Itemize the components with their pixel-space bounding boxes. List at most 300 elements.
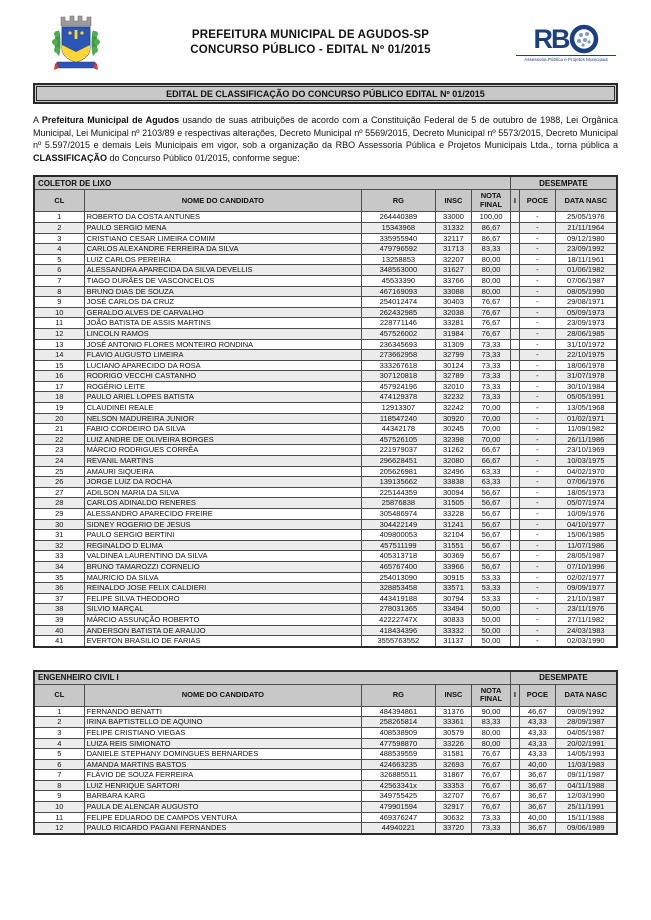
cell-poce: - bbox=[520, 498, 556, 509]
cell-rg: 307120818 bbox=[362, 371, 435, 382]
table-row bbox=[34, 498, 617, 509]
cell-insc: 33281 bbox=[435, 318, 472, 329]
cell-data-nasc: 13/05/1968 bbox=[555, 403, 617, 414]
cell-cl: 21 bbox=[34, 424, 84, 435]
cell-i bbox=[510, 727, 519, 738]
cell-cl: 35 bbox=[34, 572, 84, 583]
cell-nota-final: 66,67 bbox=[472, 456, 510, 467]
cell-insc: 30915 bbox=[435, 572, 472, 583]
cell-cl: 13 bbox=[34, 339, 84, 350]
table-row bbox=[34, 286, 617, 297]
cell-poce: - bbox=[520, 381, 556, 392]
cell-insc: 31713 bbox=[435, 244, 472, 255]
cell-nome: ANDERSON BATISTA DE ARAUJO bbox=[84, 625, 362, 636]
cell-i bbox=[510, 265, 519, 276]
column-header-rg: RG bbox=[362, 684, 435, 706]
cell-insc: 33966 bbox=[435, 561, 472, 572]
rbo-tagline: Assessoria Pública e Projetos Municipais bbox=[516, 55, 616, 62]
cell-insc: 30094 bbox=[435, 487, 472, 498]
table-column-header bbox=[34, 190, 617, 212]
cell-data-nasc: 31/10/1972 bbox=[555, 339, 617, 350]
cell-cl: 3 bbox=[34, 727, 84, 738]
table-row bbox=[34, 297, 617, 308]
cell-nome: BARBARA KARG bbox=[84, 791, 362, 802]
cell-nome: LINCOLN RAMOS bbox=[84, 328, 362, 339]
cell-cl: 11 bbox=[34, 318, 84, 329]
cell-nome: LUIZ ANDRE DE OLIVEIRA BORGES bbox=[84, 434, 362, 445]
cell-i bbox=[510, 706, 519, 717]
table-row bbox=[34, 434, 617, 445]
cell-insc: 30833 bbox=[435, 614, 472, 625]
cell-cl: 6 bbox=[34, 759, 84, 770]
cell-cl: 1 bbox=[34, 706, 84, 717]
cell-poce: - bbox=[520, 572, 556, 583]
table-row bbox=[34, 759, 617, 770]
cell-nota-final: 90,00 bbox=[472, 706, 510, 717]
cell-data-nasc: 23/09/1973 bbox=[555, 318, 617, 329]
cell-rg: 333267618 bbox=[362, 360, 435, 371]
cell-data-nasc: 20/02/1991 bbox=[555, 738, 617, 749]
cell-i bbox=[510, 583, 519, 594]
cell-insc: 33226 bbox=[435, 738, 472, 749]
cell-i bbox=[510, 636, 519, 647]
cell-data-nasc: 11/07/1986 bbox=[555, 540, 617, 551]
cell-insc: 30369 bbox=[435, 551, 472, 562]
cell-poce: - bbox=[520, 212, 556, 223]
job-title: COLETOR DE LIXO bbox=[34, 176, 510, 190]
cell-poce: 36,67 bbox=[520, 802, 556, 813]
cell-data-nasc: 15/11/1988 bbox=[555, 812, 617, 823]
cell-poce: - bbox=[520, 424, 556, 435]
cell-data-nasc: 02/02/1977 bbox=[555, 572, 617, 583]
table-row bbox=[34, 636, 617, 647]
cell-nome: FERNANDO BENATTI bbox=[84, 706, 362, 717]
cell-nota-final: 70,00 bbox=[472, 424, 510, 435]
cell-nome: CARLOS ADINALDO RENERES bbox=[84, 498, 362, 509]
cell-nota-final: 53,33 bbox=[472, 593, 510, 604]
cell-nota-final: 56,67 bbox=[472, 530, 510, 541]
cell-rg: 424663235 bbox=[362, 759, 435, 770]
cell-poce: - bbox=[520, 371, 556, 382]
table-row bbox=[34, 307, 617, 318]
cell-rg: 13258853 bbox=[362, 254, 435, 265]
cell-insc: 33353 bbox=[435, 780, 472, 791]
cell-cl: 3 bbox=[34, 233, 84, 244]
column-header-poce: POCE bbox=[520, 190, 556, 212]
cell-poce: 36,67 bbox=[520, 791, 556, 802]
cell-poce: 36,67 bbox=[520, 780, 556, 791]
cell-poce: - bbox=[520, 265, 556, 276]
cell-data-nasc: 24/03/1983 bbox=[555, 625, 617, 636]
cell-nome: JOÃO BATISTA DE ASSIS MARTINS bbox=[84, 318, 362, 329]
table-row bbox=[34, 244, 617, 255]
table-row bbox=[34, 403, 617, 414]
cell-i bbox=[510, 498, 519, 509]
tiebreak-header: DESEMPATE bbox=[510, 176, 617, 190]
cell-i bbox=[510, 780, 519, 791]
cell-data-nasc: 18/05/1973 bbox=[555, 487, 617, 498]
cell-data-nasc: 05/05/1991 bbox=[555, 392, 617, 403]
column-header-i: I bbox=[510, 684, 519, 706]
cell-i bbox=[510, 244, 519, 255]
cell-insc: 33000 bbox=[435, 212, 472, 223]
cell-data-nasc: 22/10/1975 bbox=[555, 350, 617, 361]
cell-nota-final: 76,67 bbox=[472, 780, 510, 791]
cell-insc: 31505 bbox=[435, 498, 472, 509]
cell-poce: - bbox=[520, 328, 556, 339]
cell-cl: 22 bbox=[34, 434, 84, 445]
cell-poce: - bbox=[520, 403, 556, 414]
cell-insc: 32693 bbox=[435, 759, 472, 770]
cell-nome: LUIZ HENRIQUE SARTORI bbox=[84, 780, 362, 791]
cell-nome: JORGE LUIZ DA ROCHA bbox=[84, 477, 362, 488]
cell-cl: 31 bbox=[34, 530, 84, 541]
cell-cl: 2 bbox=[34, 222, 84, 233]
table-row bbox=[34, 424, 617, 435]
cell-i bbox=[510, 371, 519, 382]
cell-insc: 31137 bbox=[435, 636, 472, 647]
cell-poce: - bbox=[520, 297, 556, 308]
table-row bbox=[34, 551, 617, 562]
table-row bbox=[34, 477, 617, 488]
cell-nota-final: 66,67 bbox=[472, 445, 510, 456]
cell-nota-final: 80,00 bbox=[472, 727, 510, 738]
table-row bbox=[34, 604, 617, 615]
cell-cl: 4 bbox=[34, 244, 84, 255]
cell-i bbox=[510, 466, 519, 477]
cell-cl: 30 bbox=[34, 519, 84, 530]
cell-cl: 18 bbox=[34, 392, 84, 403]
cell-nota-final: 50,00 bbox=[472, 604, 510, 615]
column-header-nota-final: NOTA FINAL bbox=[472, 684, 510, 706]
cell-nome: PAULO ARIEL LOPES BATISTA bbox=[84, 392, 362, 403]
cell-insc: 31376 bbox=[435, 706, 472, 717]
cell-data-nasc: 14/05/1993 bbox=[555, 749, 617, 760]
cell-i bbox=[510, 328, 519, 339]
cell-nome: ALESSANDRA APARECIDA DA SILVA DEVELLIS bbox=[84, 265, 362, 276]
cell-nome: REINALDO JOSE FELIX CALDIERI bbox=[84, 583, 362, 594]
cell-poce: - bbox=[520, 636, 556, 647]
cell-nota-final: 56,67 bbox=[472, 561, 510, 572]
cell-poce: - bbox=[520, 339, 556, 350]
cell-poce: - bbox=[520, 413, 556, 424]
cell-nome: CLAUDINEI REALE bbox=[84, 403, 362, 414]
cell-cl: 20 bbox=[34, 413, 84, 424]
cell-data-nasc: 28/09/1987 bbox=[555, 717, 617, 728]
cell-rg: 457511199 bbox=[362, 540, 435, 551]
cell-insc: 30632 bbox=[435, 812, 472, 823]
cell-rg: 264440389 bbox=[362, 212, 435, 223]
cell-insc: 31332 bbox=[435, 222, 472, 233]
cell-insc: 32242 bbox=[435, 403, 472, 414]
cell-data-nasc: 28/06/1985 bbox=[555, 328, 617, 339]
cell-cl: 27 bbox=[34, 487, 84, 498]
cell-nota-final: 50,00 bbox=[472, 614, 510, 625]
cell-rg: 335955940 bbox=[362, 233, 435, 244]
cell-i bbox=[510, 254, 519, 265]
cell-poce: - bbox=[520, 233, 556, 244]
cell-insc: 31309 bbox=[435, 339, 472, 350]
cell-poce: - bbox=[520, 583, 556, 594]
table-row bbox=[34, 371, 617, 382]
cell-cl: 19 bbox=[34, 403, 84, 414]
cell-data-nasc: 23/09/1992 bbox=[555, 244, 617, 255]
cell-rg: 479796592 bbox=[362, 244, 435, 255]
cell-poce: - bbox=[520, 244, 556, 255]
cell-poce: 36,67 bbox=[520, 823, 556, 834]
table-row bbox=[34, 212, 617, 223]
cell-insc: 33766 bbox=[435, 275, 472, 286]
cell-poce: 40,00 bbox=[520, 759, 556, 770]
cell-poce: - bbox=[520, 360, 556, 371]
cell-i bbox=[510, 572, 519, 583]
cell-nota-final: 83,33 bbox=[472, 244, 510, 255]
cell-nome: REVANIL MARTINS bbox=[84, 456, 362, 467]
cell-cl: 9 bbox=[34, 791, 84, 802]
cell-poce: 43,33 bbox=[520, 749, 556, 760]
cell-cl: 38 bbox=[34, 604, 84, 615]
cell-i bbox=[510, 360, 519, 371]
cell-nota-final: 53,33 bbox=[472, 583, 510, 594]
cell-data-nasc: 27/11/1982 bbox=[555, 614, 617, 625]
cell-data-nasc: 21/10/1987 bbox=[555, 593, 617, 604]
cell-cl: 23 bbox=[34, 445, 84, 456]
cell-data-nasc: 09/06/1989 bbox=[555, 823, 617, 834]
cell-i bbox=[510, 222, 519, 233]
cell-cl: 1 bbox=[34, 212, 84, 223]
cell-nome: VALDINEA LAURENTINO DA SILVA bbox=[84, 551, 362, 562]
cell-i bbox=[510, 477, 519, 488]
cell-i bbox=[510, 509, 519, 520]
title-line-1: PREFEITURA MUNICIPAL DE AGUDOS-SP bbox=[191, 29, 430, 41]
tiebreak-header: DESEMPATE bbox=[510, 671, 617, 685]
cell-cl: 41 bbox=[34, 636, 84, 647]
cell-i bbox=[510, 318, 519, 329]
cell-cl: 2 bbox=[34, 717, 84, 728]
cell-nome: FLÁVIO DE SOUZA FERREIRA bbox=[84, 770, 362, 781]
cell-cl: 6 bbox=[34, 265, 84, 276]
table-column-header bbox=[34, 684, 617, 706]
cell-poce: - bbox=[520, 614, 556, 625]
cell-insc: 32232 bbox=[435, 392, 472, 403]
cell-rg: 408538909 bbox=[362, 727, 435, 738]
cell-nota-final: 73,33 bbox=[472, 823, 510, 834]
cell-rg: 443419188 bbox=[362, 593, 435, 604]
cell-nota-final: 56,67 bbox=[472, 540, 510, 551]
cell-i bbox=[510, 350, 519, 361]
cell-rg: 305486974 bbox=[362, 509, 435, 520]
cell-data-nasc: 26/11/1986 bbox=[555, 434, 617, 445]
cell-i bbox=[510, 791, 519, 802]
cell-data-nasc: 01/06/1982 bbox=[555, 265, 617, 276]
cell-cl: 37 bbox=[34, 593, 84, 604]
cell-insc: 33088 bbox=[435, 286, 472, 297]
cell-poce: - bbox=[520, 350, 556, 361]
cell-nome: FELIPE CRISTIANO VIEGAS bbox=[84, 727, 362, 738]
cell-rg: 457526105 bbox=[362, 434, 435, 445]
cell-nota-final: 80,00 bbox=[472, 275, 510, 286]
cell-poce: - bbox=[520, 286, 556, 297]
column-header-poce: POCE bbox=[520, 684, 556, 706]
cell-nome: RODRIGO VECCHI CASTANHO bbox=[84, 371, 362, 382]
cell-data-nasc: 31/07/1978 bbox=[555, 371, 617, 382]
table-row bbox=[34, 222, 617, 233]
results-table-coletor-de-lixo bbox=[33, 175, 618, 647]
cell-nota-final: 56,67 bbox=[472, 551, 510, 562]
cell-nota-final: 73,33 bbox=[472, 339, 510, 350]
cell-i bbox=[510, 456, 519, 467]
cell-cl: 8 bbox=[34, 780, 84, 791]
cell-insc: 32010 bbox=[435, 381, 472, 392]
cell-data-nasc: 18/11/1961 bbox=[555, 254, 617, 265]
cell-rg: 467169093 bbox=[362, 286, 435, 297]
cell-i bbox=[510, 551, 519, 562]
cell-nome: PAULO SERGIO BERTINI bbox=[84, 530, 362, 541]
cell-i bbox=[510, 717, 519, 728]
cell-insc: 32117 bbox=[435, 233, 472, 244]
table-row bbox=[34, 823, 617, 834]
cell-nome: SILVIO MARÇAL bbox=[84, 604, 362, 615]
cell-i bbox=[510, 604, 519, 615]
cell-data-nasc: 01/02/1971 bbox=[555, 413, 617, 424]
cell-nota-final: 56,67 bbox=[472, 519, 510, 530]
cell-data-nasc: 15/06/1985 bbox=[555, 530, 617, 541]
cell-cl: 4 bbox=[34, 738, 84, 749]
table-row bbox=[34, 413, 617, 424]
cell-cl: 33 bbox=[34, 551, 84, 562]
cell-data-nasc: 23/11/1976 bbox=[555, 604, 617, 615]
cell-nota-final: 86,67 bbox=[472, 233, 510, 244]
cell-poce: - bbox=[520, 530, 556, 541]
cell-poce: - bbox=[520, 434, 556, 445]
table-row bbox=[34, 614, 617, 625]
column-header-rg: RG bbox=[362, 190, 435, 212]
cell-cl: 16 bbox=[34, 371, 84, 382]
cell-rg: 221979037 bbox=[362, 445, 435, 456]
table-row bbox=[34, 540, 617, 551]
cell-nota-final: 50,00 bbox=[472, 636, 510, 647]
cell-nome: BRUNO TAMAROZZI CORNELIO bbox=[84, 561, 362, 572]
cell-poce: - bbox=[520, 392, 556, 403]
table-row bbox=[34, 275, 617, 286]
cell-cl: 17 bbox=[34, 381, 84, 392]
table-row bbox=[34, 593, 617, 604]
cell-rg: 465767400 bbox=[362, 561, 435, 572]
cell-rg: 236345693 bbox=[362, 339, 435, 350]
table-row bbox=[34, 254, 617, 265]
cell-insc: 32496 bbox=[435, 466, 472, 477]
cell-i bbox=[510, 424, 519, 435]
cell-nome: LUIZ CARLOS PEREIRA bbox=[84, 254, 362, 265]
cell-rg: 484394861 bbox=[362, 706, 435, 717]
cell-i bbox=[510, 625, 519, 636]
table-row bbox=[34, 381, 617, 392]
cell-rg: 304422149 bbox=[362, 519, 435, 530]
cell-insc: 32038 bbox=[435, 307, 472, 318]
cell-cl: 29 bbox=[34, 509, 84, 520]
cell-nome: SIDNEY ROGERIO DE JESUS bbox=[84, 519, 362, 530]
cell-nota-final: 83,33 bbox=[472, 717, 510, 728]
cell-insc: 33332 bbox=[435, 625, 472, 636]
cell-data-nasc: 05/09/1973 bbox=[555, 307, 617, 318]
table-row bbox=[34, 717, 617, 728]
document-title bbox=[105, 28, 516, 58]
cell-rg: 273662958 bbox=[362, 350, 435, 361]
table-row bbox=[34, 625, 617, 636]
cell-nota-final: 80,00 bbox=[472, 265, 510, 276]
cell-cl: 5 bbox=[34, 749, 84, 760]
cell-nome: LUIZA REIS SIMIONATO bbox=[84, 738, 362, 749]
cell-i bbox=[510, 802, 519, 813]
cell-nome: JOSÉ ANTONIO FLORES MONTEIRO RONDINA bbox=[84, 339, 362, 350]
table-row bbox=[34, 572, 617, 583]
cell-rg: 139135662 bbox=[362, 477, 435, 488]
cell-cl: 26 bbox=[34, 477, 84, 488]
cell-data-nasc: 25/05/1976 bbox=[555, 212, 617, 223]
cell-poce: - bbox=[520, 222, 556, 233]
cell-nota-final: 76,67 bbox=[472, 759, 510, 770]
cell-nota-final: 73,33 bbox=[472, 360, 510, 371]
cell-nota-final: 80,00 bbox=[472, 254, 510, 265]
cell-nota-final: 56,67 bbox=[472, 498, 510, 509]
intro-bold-prefeitura: Prefeitura Municipal de Agudos bbox=[41, 115, 180, 125]
cell-rg: 479901594 bbox=[362, 802, 435, 813]
table-row bbox=[34, 727, 617, 738]
cell-i bbox=[510, 530, 519, 541]
cell-i bbox=[510, 392, 519, 403]
cell-data-nasc: 18/06/1978 bbox=[555, 360, 617, 371]
cell-insc: 32789 bbox=[435, 371, 472, 382]
cell-insc: 32398 bbox=[435, 434, 472, 445]
cell-rg: 254012474 bbox=[362, 297, 435, 308]
cell-nome: MAURICIO DA SILVA bbox=[84, 572, 362, 583]
cell-i bbox=[510, 759, 519, 770]
column-header-nome: NOME DO CANDIDATO bbox=[84, 684, 362, 706]
cell-data-nasc: 21/11/1964 bbox=[555, 222, 617, 233]
cell-insc: 31581 bbox=[435, 749, 472, 760]
cell-nome: ALESSANDRO APARECIDO FREIRE bbox=[84, 509, 362, 520]
cell-i bbox=[510, 812, 519, 823]
cell-poce: 43,33 bbox=[520, 738, 556, 749]
cell-nome: EVERTON BRASILIO DE FARIAS bbox=[84, 636, 362, 647]
cell-data-nasc: 11/09/1982 bbox=[555, 424, 617, 435]
cell-nome: BRUNO DIAS DE SOUZA bbox=[84, 286, 362, 297]
cell-insc: 32207 bbox=[435, 254, 472, 265]
cell-i bbox=[510, 297, 519, 308]
cell-nota-final: 50,00 bbox=[472, 625, 510, 636]
cell-rg: 228771146 bbox=[362, 318, 435, 329]
cell-nome: MÁRCIO RODRIGUES CORRÊA bbox=[84, 445, 362, 456]
cell-rg: 44342178 bbox=[362, 424, 435, 435]
cell-nota-final: 100,00 bbox=[472, 212, 510, 223]
cell-cl: 5 bbox=[34, 254, 84, 265]
cell-cl: 32 bbox=[34, 540, 84, 551]
cell-poce: - bbox=[520, 275, 556, 286]
cell-nome: DANIELE STEPHANY DOMINGUES BERNARDES bbox=[84, 749, 362, 760]
column-header-insc: INSC bbox=[435, 190, 472, 212]
cell-rg: 326885511 bbox=[362, 770, 435, 781]
cell-rg: 418434396 bbox=[362, 625, 435, 636]
cell-data-nasc: 10/03/1975 bbox=[555, 456, 617, 467]
cell-insc: 33571 bbox=[435, 583, 472, 594]
cell-cl: 9 bbox=[34, 297, 84, 308]
cell-data-nasc: 09/12/1980 bbox=[555, 233, 617, 244]
cell-nome: FLAVIO AUGUSTO LIMEIRA bbox=[84, 350, 362, 361]
cell-nota-final: 80,00 bbox=[472, 286, 510, 297]
cell-cl: 7 bbox=[34, 275, 84, 286]
table-row bbox=[34, 530, 617, 541]
cell-insc: 31241 bbox=[435, 519, 472, 530]
